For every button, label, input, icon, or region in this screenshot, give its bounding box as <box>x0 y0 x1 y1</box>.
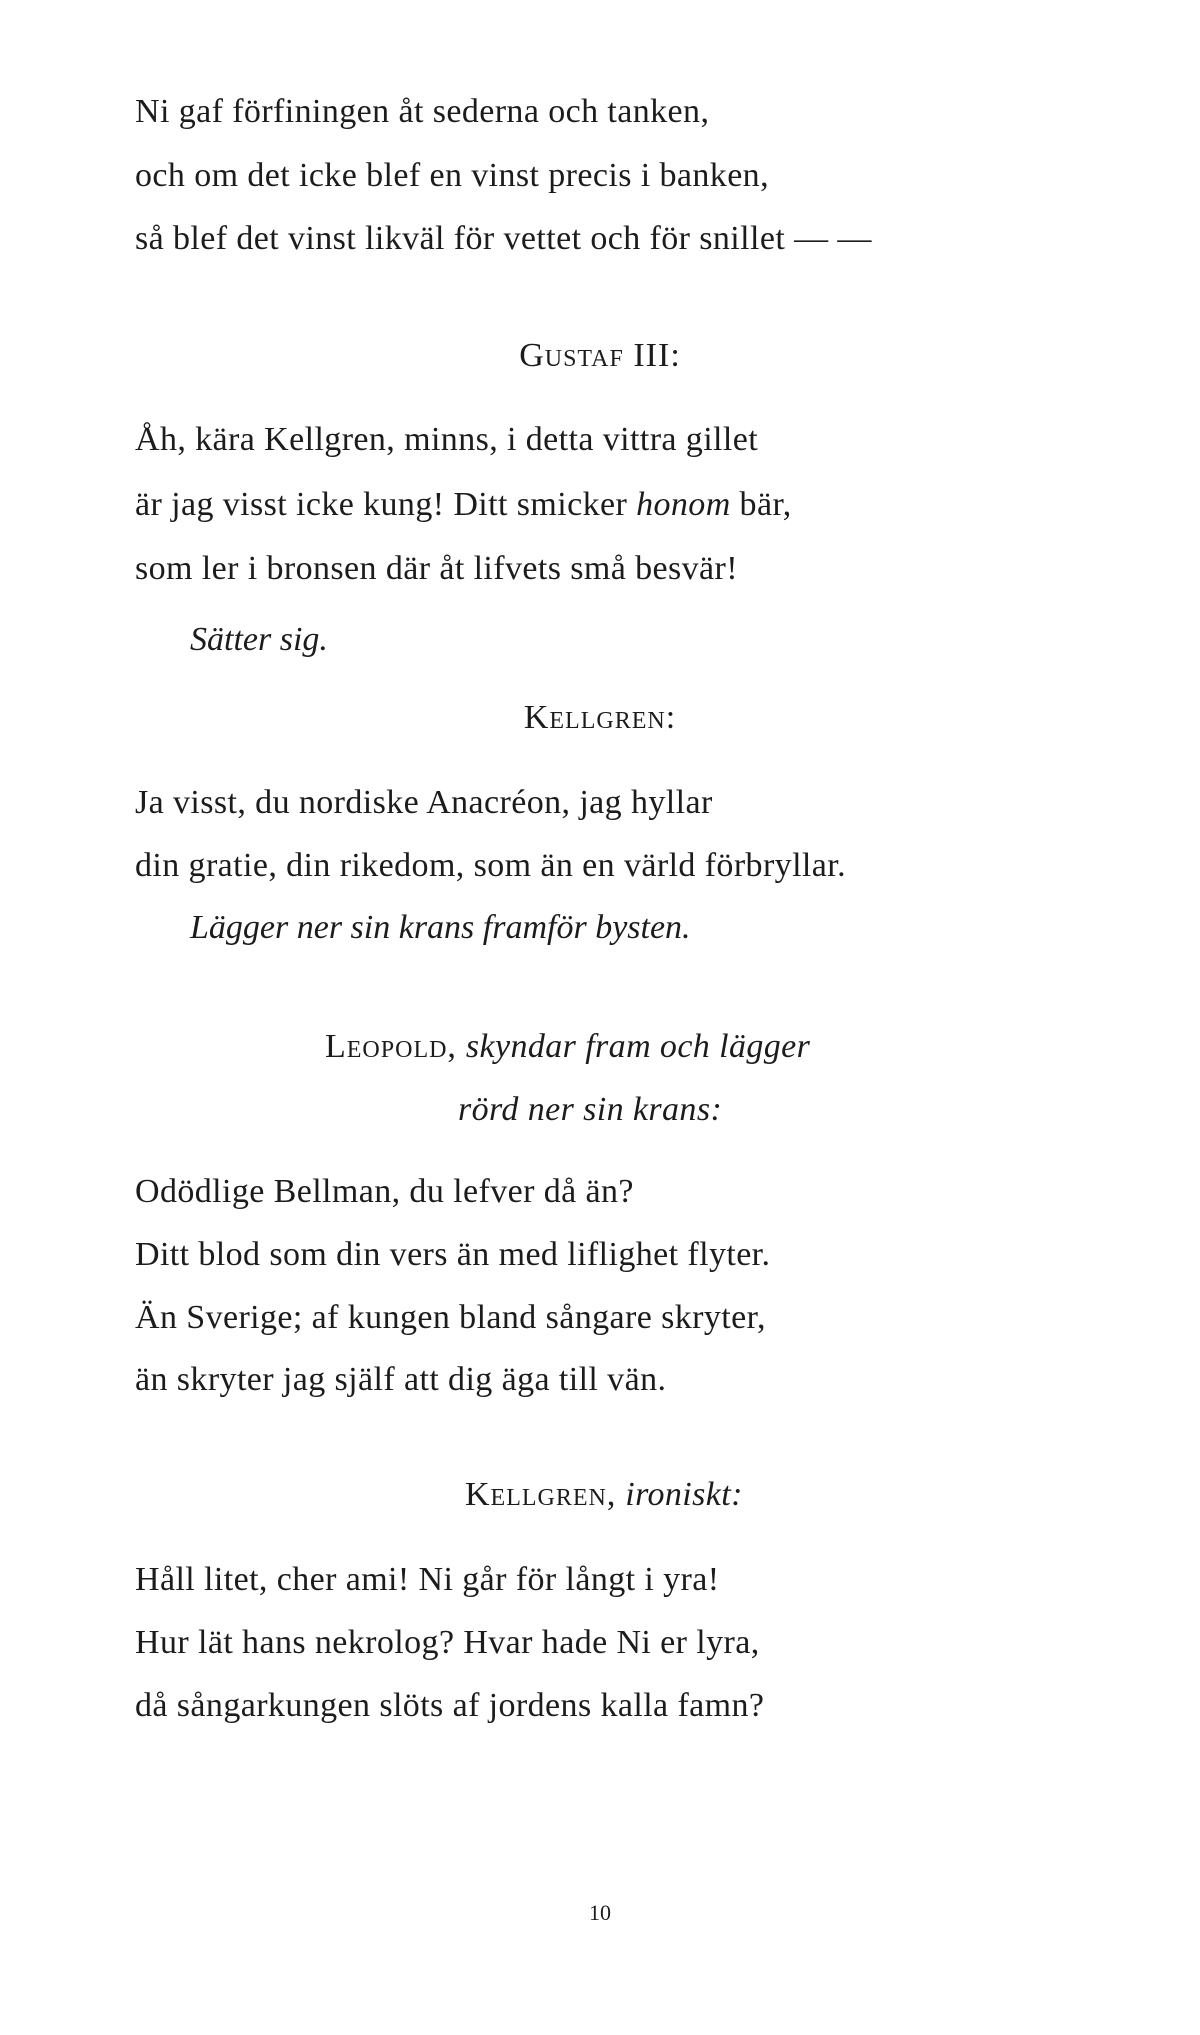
speaker-direction: skyndar fram och lägger <box>465 1028 811 1065</box>
verse-line: Ditt blod som din vers än med liflighet flyter. <box>135 1236 771 1273</box>
speaker-direction: rörd ner sin krans: <box>458 1091 723 1128</box>
speaker-name: Leopold, <box>325 1028 457 1065</box>
verse-text: är jag visst icke kung! Ditt smicker <box>135 486 628 523</box>
verse-line: Hur lät hans nekrolog? Hvar hade Ni er lyra, <box>135 1624 760 1661</box>
verse-line: än skryter jag själf att dig äga till vän. <box>135 1361 667 1398</box>
speaker-heading: Gustaf III: <box>519 337 681 374</box>
verse-line: Ja visst, du nordiske Anacréon, jag hyllar <box>135 784 713 821</box>
verse-emphasis: honom <box>636 486 731 523</box>
speaker-heading <box>325 1027 810 1067</box>
verse-line: Än Sverige; af kungen bland sångare skryter, <box>135 1299 766 1336</box>
page-number: 10 <box>589 1900 611 1925</box>
speaker-heading: Kellgren: <box>523 699 677 736</box>
verse-line: som ler i bronsen där åt lifvets små besvär! <box>135 550 738 587</box>
verse-line: då sångarkungen slöts af jordens kalla famn? <box>135 1687 765 1724</box>
verse-line: din gratie, din rikedom, som än en värld förbryllar. <box>135 847 847 884</box>
verse-line: så blef det vinst likväl för vettet och för snillet — — <box>135 220 872 257</box>
speaker-direction: ironiskt: <box>625 1476 743 1513</box>
verse-line: Håll litet, cher ami! Ni går för långt i yra! <box>135 1561 720 1598</box>
verse-line: Odödlige Bellman, du lefver då än? <box>135 1173 634 1210</box>
speaker-name: Kellgren, <box>465 1476 617 1513</box>
stage-direction: Lägger ner sin krans framför bysten. <box>190 909 691 946</box>
verse-line: Ni gaf förfiningen åt sederna och tanken, <box>135 93 710 130</box>
verse-line: Åh, kära Kellgren, minns, i detta vittra gillet <box>135 421 759 458</box>
verse-line <box>135 485 792 525</box>
stage-direction: Sätter sig. <box>190 621 328 658</box>
verse-line: och om det icke blef en vinst precis i banken, <box>135 157 769 194</box>
verse-text: bär, <box>730 486 792 523</box>
speaker-heading <box>465 1475 743 1515</box>
